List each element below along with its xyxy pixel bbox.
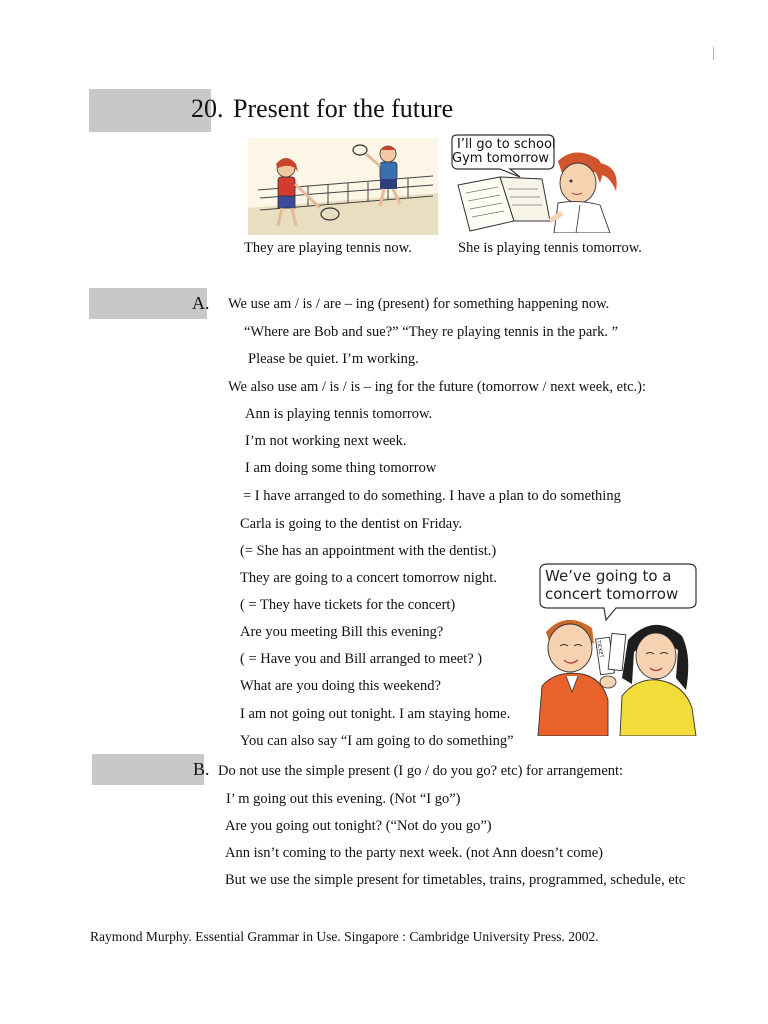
section-a-line: What are you doing this weekend?	[240, 678, 441, 694]
section-a-line: ( = They have tickets for the concert)	[240, 597, 456, 613]
section-b-line: But we use the simple present for timetables, trains, programmed, schedule, etc	[225, 872, 686, 888]
section-a-shade	[89, 288, 207, 319]
section-a-line: You can also say “I am going to do something”	[240, 733, 514, 749]
section-a-line: Ann is playing tennis tomorrow.	[245, 406, 433, 422]
section-a-line: They are going to a concert tomorrow night.	[240, 570, 497, 586]
school-bubble-line2: Gym tomorrow	[452, 151, 549, 166]
concert-bubble-line1: We’ve going to a	[545, 567, 672, 585]
section-a-line: (= She has an appointment with the dentist.)	[240, 543, 497, 559]
section-b-shade	[92, 754, 204, 785]
concert-bubble-line2: concert tomorrow	[545, 585, 679, 603]
section-b-letter: B.	[193, 759, 210, 779]
citation-footer: Raymond Murphy. Essential Grammar in Use. Singapore : Cambridge University Press. 2002.	[90, 929, 599, 944]
school-caption: She is playing tennis tomorrow.	[458, 240, 642, 256]
school-bubble-line1: I’ll go to school	[457, 137, 556, 152]
section-a-line: I am not going out tonight. I am staying home.	[240, 706, 511, 722]
section-b-line: Do not use the simple present (I go / do you go? etc) for arrangement:	[218, 763, 624, 779]
page-mark: |	[712, 45, 715, 61]
heading-number: 20.	[191, 94, 224, 123]
section-a-line: “Where are Bob and sue?” “They re playing tennis in the park. ”	[244, 324, 619, 340]
section-a-line: I am doing some thing tomorrow	[245, 460, 437, 476]
section-a-line: ( = Have you and Bill arranged to meet? )	[240, 651, 483, 667]
section-a-line: = I have arranged to do something. I have a plan to do something	[243, 488, 621, 504]
page-title: Present for the future	[233, 94, 454, 123]
section-b-line: I’ m going out this evening. (Not “I go”)	[226, 791, 461, 807]
section-a-letter: A.	[192, 293, 210, 313]
tennis-illustration	[248, 138, 438, 235]
ticket-label: TICKET	[595, 640, 605, 659]
tennis-caption: They are playing tennis now.	[244, 240, 412, 256]
section-a-line: We use am / is / are – ing (present) for something happening now.	[228, 296, 610, 312]
section-a-line: Please be quiet. I’m working.	[248, 351, 419, 367]
section-b-line: Ann isn’t coming to the party next week. (not Ann doesn’t come)	[225, 845, 604, 861]
section-b-line: Are you going out tonight? (“Not do you go”)	[225, 818, 492, 834]
section-a-line: I’m not working next week.	[245, 433, 407, 449]
section-a-line: Carla is going to the dentist on Friday.	[240, 516, 463, 532]
section-a-line: We also use am / is / is – ing for the future (tomorrow / next week, etc.):	[228, 379, 647, 395]
section-a-line: Are you meeting Bill this evening?	[240, 624, 444, 640]
